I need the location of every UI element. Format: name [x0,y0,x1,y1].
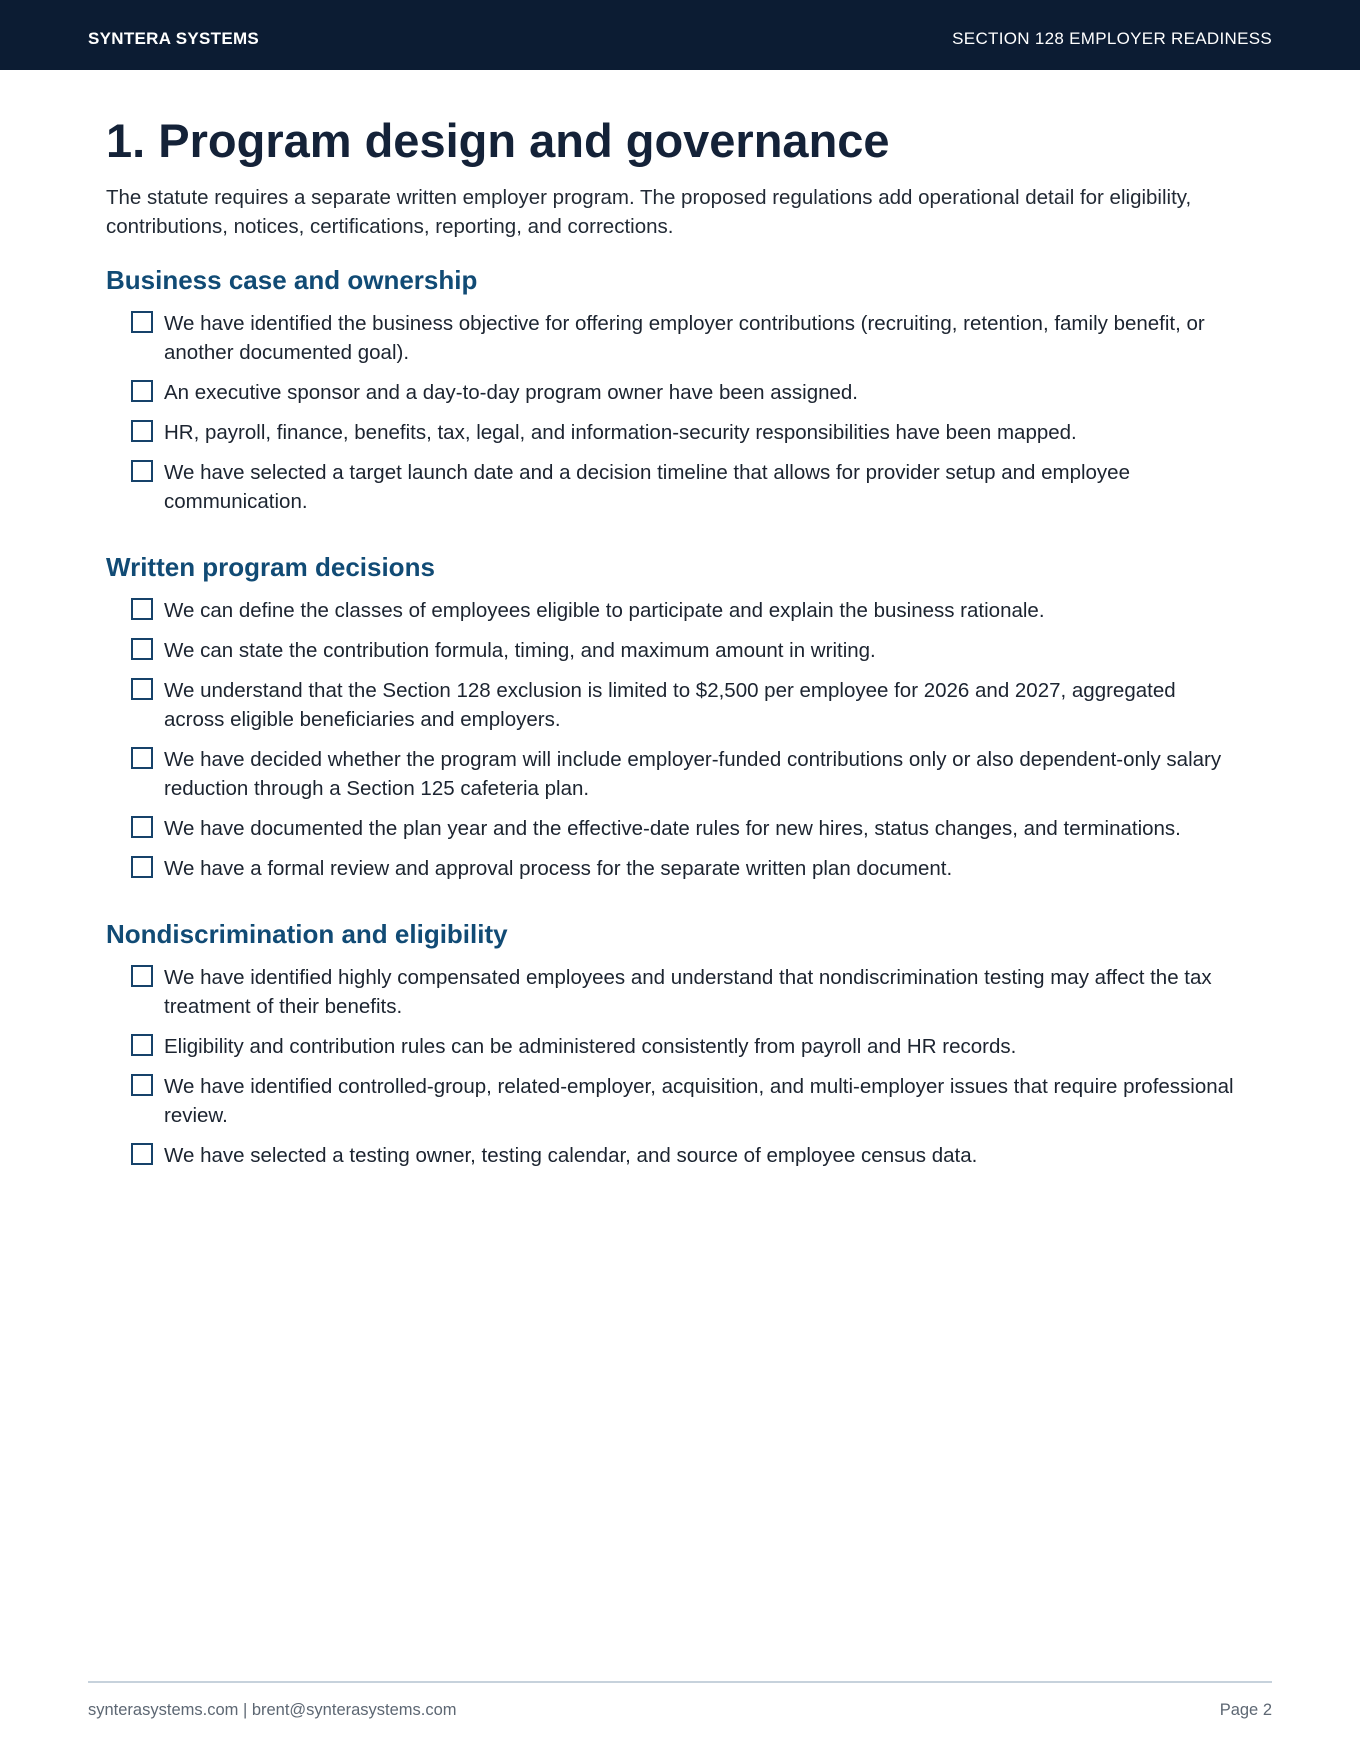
checkbox[interactable] [131,747,153,769]
checklist-item-text: We have identified the business objective for offering employer contributions (recruiting, retention, family benefit, or another documented goal). [164,312,1205,364]
checklist-item [106,596,1236,625]
footer-contact: synterasystems.com | brent@synterasystems.com [88,1701,457,1719]
checkbox[interactable] [131,598,153,620]
checkbox[interactable] [131,856,153,878]
checklist-item [106,309,1236,367]
checkbox[interactable] [131,816,153,838]
checklist-item-text: Eligibility and contribution rules can be administered consistently from payroll and HR records. [164,1035,1017,1058]
checklist-item-text: We have decided whether the program will include employer-funded contributions only or also dependent-only salary reduction through a Section 125 cafeteria plan. [164,748,1222,800]
checklist-item-text: We have documented the plan year and the effective-date rules for new hires, status changes, and terminations. [164,817,1181,840]
checklist-item [106,378,1236,407]
intro-paragraph: The statute requires a separate written employer program. The proposed regulations add operational detail for eligibility, contributions, notices, certifications, reporting, and corrections. [106,186,1192,238]
checkbox[interactable] [131,678,153,700]
checklist-item [106,676,1236,734]
checklist-item-text: We understand that the Section 128 exclusion is limited to $2,500 per employee for 2026 and 2027, aggregated across eligible beneficiaries and employers. [164,679,1176,731]
section-heading-nondiscrimination: Nondiscrimination and eligibility [106,919,508,949]
checklist-item [106,636,1236,665]
checklist-item [106,1141,1236,1170]
page-number: Page 2 [1219,1701,1272,1719]
checklist-item [106,814,1236,843]
checkbox[interactable] [131,965,153,987]
checklist-item [106,418,1236,447]
checkbox[interactable] [131,1074,153,1096]
checklist-item-text: An executive sponsor and a day-to-day program owner have been assigned. [164,381,859,404]
main-content [106,112,1236,1170]
checkbox[interactable] [131,638,153,660]
checklist-item-text: We have selected a target launch date and a decision timeline that allows for provider setup and employee communication. [164,461,1130,513]
page-title: 1. Program design and governance [106,114,890,167]
footer-divider [88,1681,1272,1683]
checklist-item-text: We can define the classes of employees eligible to participate and explain the business rationale. [164,599,1045,622]
checkbox[interactable] [131,380,153,402]
checklist-item [106,745,1236,803]
checkbox[interactable] [131,311,153,333]
checkbox[interactable] [131,1143,153,1165]
checklist-business-case [106,309,1236,516]
section-heading-written-program: Written program decisions [106,552,435,582]
checklist-item [106,1032,1236,1061]
checklist-item [106,854,1236,883]
checkbox[interactable] [131,420,153,442]
checklist-item [106,458,1236,516]
checklist-item-text: HR, payroll, finance, benefits, tax, legal, and information-security responsibilities have been mapped. [164,421,1077,444]
page-header [0,0,1360,70]
checklist-item-text: We have a formal review and approval process for the separate written plan document. [164,857,953,880]
checklist-item [106,1072,1236,1130]
brand-name: SYNTERA SYSTEMS [88,29,260,48]
checklist-item-text: We have identified controlled-group, related-employer, acquisition, and multi-employer issues that require professional review. [164,1075,1234,1127]
checklist-nondiscrimination [106,963,1236,1170]
checklist-written-program [106,596,1236,883]
section-heading-business-case: Business case and ownership [106,265,478,295]
checklist-item-text: We can state the contribution formula, timing, and maximum amount in writing. [164,639,876,662]
document-label: SECTION 128 EMPLOYER READINESS [952,29,1272,48]
checklist-item [106,963,1236,1021]
checklist-item-text: We have identified highly compensated employees and understand that nondiscrimination testing may affect the tax treatment of their benefits. [164,966,1212,1018]
checkbox[interactable] [131,460,153,482]
checklist-item-text: We have selected a testing owner, testing calendar, and source of employee census data. [164,1144,978,1167]
checkbox[interactable] [131,1034,153,1056]
